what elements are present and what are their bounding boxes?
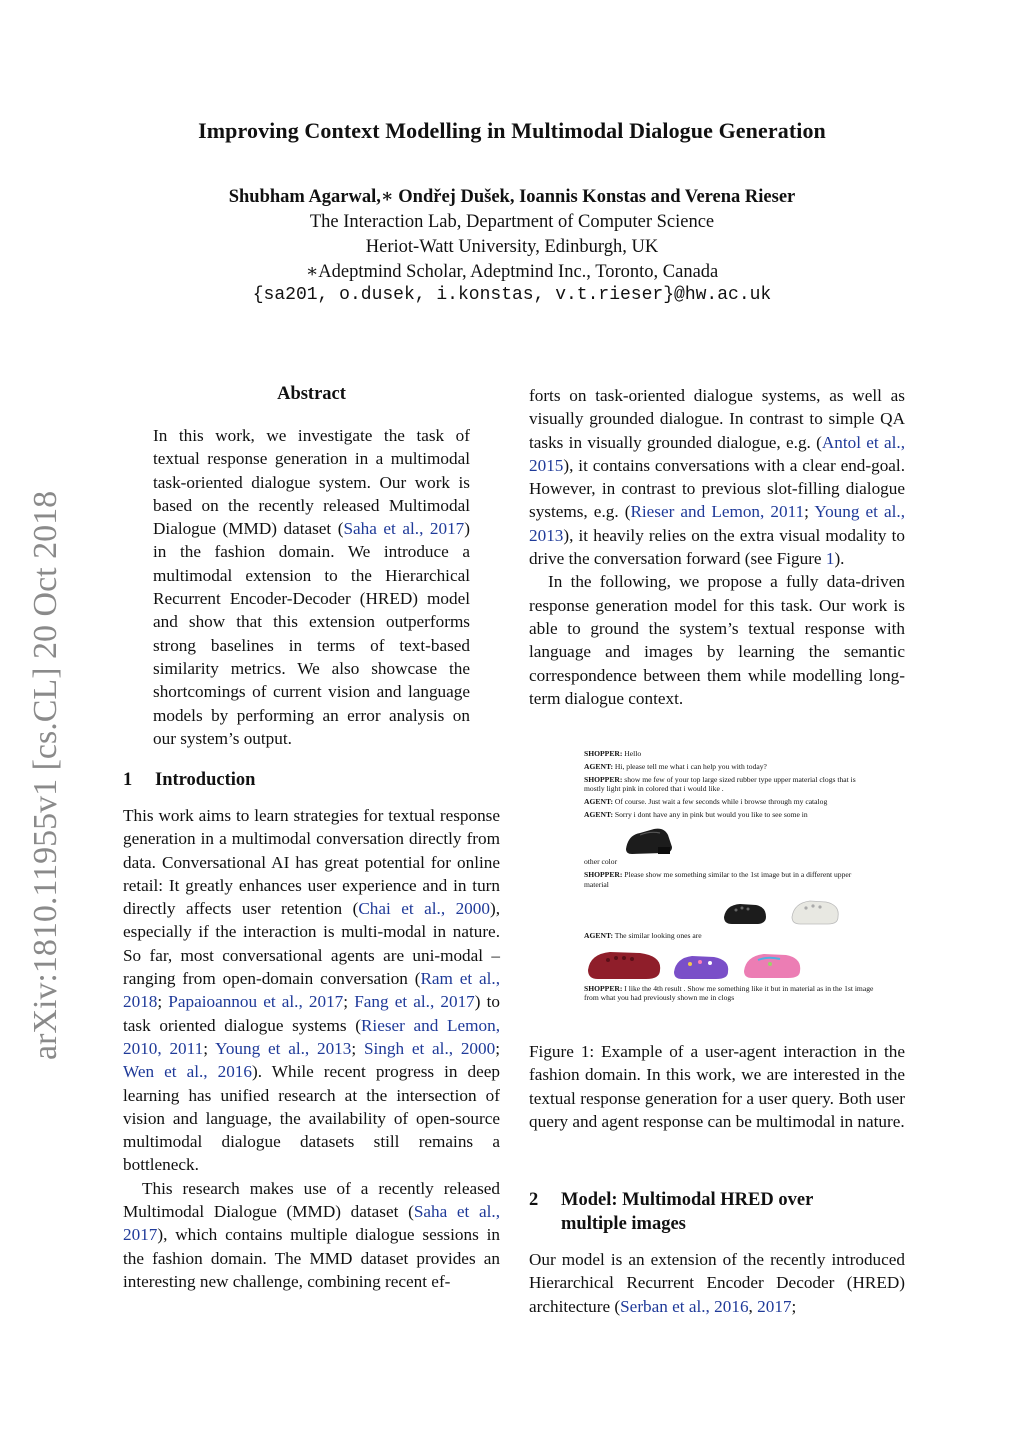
figure-reference-link[interactable]: 1 bbox=[825, 549, 835, 569]
citation-link[interactable]: Chai et al., 2000 bbox=[358, 899, 490, 919]
introduction-body bbox=[123, 804, 500, 1293]
author-list: Shubham Agarwal,∗ Ondřej Dušek, Ioannis Konstas and Verena Rieser bbox=[228, 187, 796, 207]
figure-1 bbox=[584, 749, 874, 1006]
citation-link[interactable]: Wen et al., 2016 bbox=[123, 1062, 252, 1082]
black-shoe-image bbox=[620, 821, 680, 859]
affiliation-university: Heriot-Watt University, Edinburgh, UK bbox=[365, 237, 659, 257]
figure-caption: Figure 1: Example of a user-agent interaction in the fashion domain. In this work, we are interested in the textual response generation for a user query. Both user query and agent response can be multimodal in nature. bbox=[529, 1042, 905, 1131]
affiliation-lab: The Interaction Lab, Department of Computer Science bbox=[309, 212, 715, 232]
citation-link[interactable]: Rieser and Lemon, 2011 bbox=[630, 502, 805, 522]
abstract-heading: Abstract bbox=[277, 384, 346, 404]
citation-link[interactable]: Rieser and Lemon, 2010, 2011 bbox=[123, 1015, 500, 1058]
dialogue-line: SHOPPER: I like the 4th result . Show me something like it but in material as in the 1st image from what you had previously shown me in clogs bbox=[584, 983, 874, 1002]
section-heading-model: 2 Model: Multimodal HRED over multiple images bbox=[529, 1190, 814, 1234]
black-clog-image bbox=[720, 895, 770, 929]
citation-link[interactable]: 2016 bbox=[714, 1296, 749, 1316]
third-shoe-row bbox=[584, 944, 874, 984]
citation-link[interactable]: Young et al., 2013 bbox=[215, 1038, 352, 1058]
citation-link[interactable]: Singh et al., 2000 bbox=[363, 1038, 496, 1058]
model-body: Our model is an extension of the recently introduced Hierarchical Recurrent Encoder Decoder (HRED) architecture (Serban et al., 2016, 2017; bbox=[529, 1250, 905, 1316]
intro-paragraph-1: This work aims to learn strategies for textual response generation in a multimodal conversation directly from data. Conversational AI has great potential for online retail: It greatly enhances user experience and in turn directly affects user retention (Chai et al., 2000), especially if the interaction is multi-modal in nature. So far, most conversational agents are uni-modal – ranging from open-domain conversation (Ram et al., 2018; Papaioannou et al., 2017; Fang et al., 2017) to task oriented dialogue systems (Rieser and Lemon, 2010, 2011; Young et al., 2013; Singh et al., 2000; Wen et al., 2016). While recent progress in deep learning has unified research at the intersection of vision and language, the availability of open-source multimodal dialogue datasets still remains a bottleneck. bbox=[123, 806, 501, 1175]
section-heading-introduction: 1 Introduction bbox=[123, 770, 256, 790]
author-emails: {sa201, o.dusek, i.konstas, v.t.rieser}@hw.ac.uk bbox=[252, 285, 772, 305]
paper-title: Improving Context Modelling in Multimodal Dialogue Generation bbox=[198, 118, 826, 143]
intro-paragraph-2: This research makes use of a recently released Multimodal Dialogue (MMD) dataset (Saha et al., 2017), which contains multiple dialogue sessions in the fashion domain. The MMD dataset provides an interesting new challenge, combining recent ef- bbox=[123, 1178, 501, 1291]
first-shoe-row bbox=[584, 819, 874, 857]
citation-link[interactable]: Saha et al., 2017 bbox=[123, 1202, 501, 1245]
red-clog-image bbox=[584, 944, 666, 984]
white-clog-image bbox=[788, 893, 844, 929]
citation-link[interactable]: Saha et al., 2017 bbox=[343, 519, 465, 539]
affiliation-adeptmind: ∗Adeptmind Scholar, Adeptmind Inc., Toronto, Canada bbox=[305, 262, 719, 282]
dialogue-line: AGENT: The similar looking ones are bbox=[584, 930, 702, 940]
citation-link[interactable]: Papaioannou et al., 2017 bbox=[168, 992, 344, 1012]
dialogue-line: SHOPPER: Please show me something similar to the 1st image but in a different upper material bbox=[584, 870, 852, 889]
citation-link[interactable]: Ram et al., 2018 bbox=[123, 969, 500, 1012]
right-column-body bbox=[529, 384, 905, 710]
purple-clog-image bbox=[670, 948, 734, 984]
citation-link[interactable]: Fang et al., 2017 bbox=[354, 992, 475, 1012]
abstract-body: In this work, we investigate the task of textual response generation in a multimodal task-oriented dialogue system. Our work is based on the recently released Multimodal Dialogue (MMD) dataset (Saha et al., 2017) in the fashion domain. We introduce a multimodal extension to the Hierarchical Recurrent Encoder-Decoder (HRED) model and show that this extension outperforms strong baselines in terms of text-based similarity metrics. We also showcase the shortcomings of current vision and language models by performing an error analysis on our system’s output. bbox=[153, 426, 471, 748]
second-shoe-row bbox=[584, 893, 874, 931]
citation-link[interactable]: Young et al., 2013 bbox=[529, 502, 906, 545]
right-paragraph-2: In the following, we propose a fully data-driven response generation model for this task. Our work is able to ground the system’s textual response with language and images by learning the semantic correspondence between them while modelling long-term dialogue context. bbox=[529, 572, 905, 708]
pink-clog-image bbox=[740, 946, 806, 984]
right-paragraph-1: forts on task-oriented dialogue systems, as well as visually grounded dialogue. In contrast to simple QA tasks in visually grounded dialogue, e.g. (Antol et al., 2015), it contains conversations with a clear end-goal. However, in contrast to previous slot-filling dialogue systems, e.g. (Rieser and Lemon, 2011; Young et al., 2013), it heavily relies on the extra visual modality to drive the conversation forward (see Figure 1). bbox=[529, 386, 906, 569]
citation-link[interactable]: Serban et al., bbox=[620, 1296, 715, 1316]
dialogue-line: SHOPPER: show me few of your top large sized rubber type upper material clogs that is mostly light pink in colored that i would like . bbox=[584, 774, 856, 794]
dialogue-line: AGENT: Hi, please tell me what i can help you with today? bbox=[584, 761, 767, 771]
dialogue-line: SHOPPER: Hello bbox=[584, 749, 642, 758]
dialogue-line: AGENT: Sorry i dont have any in pink but would you like to see some in bbox=[584, 810, 808, 820]
dialogue-line: AGENT: Of course. Just wait a few seconds while i browse through my catalog bbox=[584, 797, 828, 807]
arxiv-identifier: arXiv:1810.11955v1 [cs.CL] 20 Oct 2018 bbox=[27, 490, 64, 1060]
citation-link[interactable]: Antol et al., 2015 bbox=[529, 432, 905, 475]
citation-link[interactable]: 2017 bbox=[757, 1296, 792, 1316]
dialogue-line: other color bbox=[584, 857, 618, 867]
